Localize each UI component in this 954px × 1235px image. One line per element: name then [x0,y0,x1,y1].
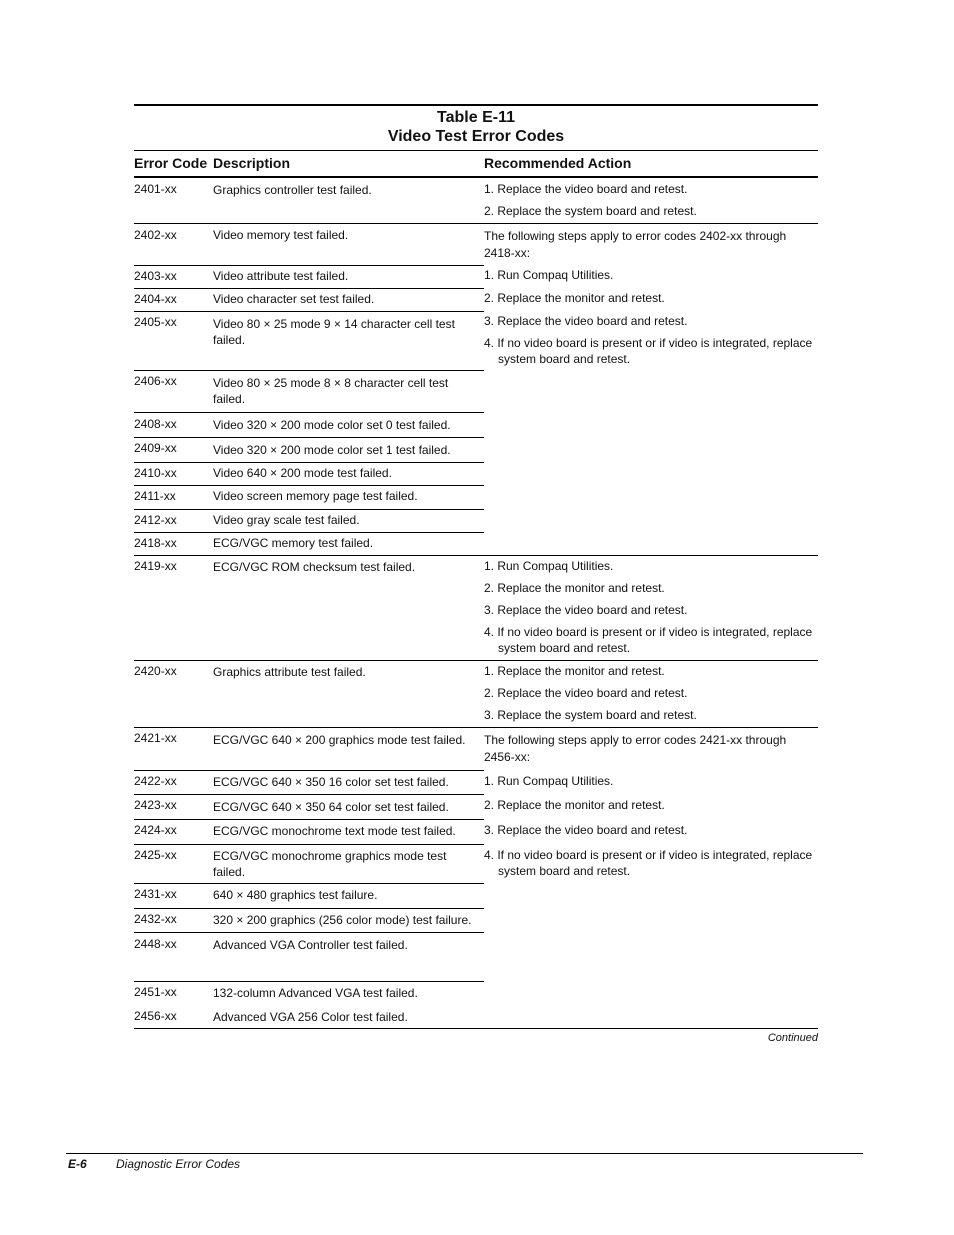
action-step: 3. Replace the video board and retest. [484,823,688,837]
row-separator [134,485,484,486]
description: ECG/VGC memory test failed. [213,536,374,550]
description: Video 80 × 25 mode 9 × 14 character cell test failed. [213,317,455,347]
error-code: 2401-xx [134,182,177,196]
action-step: 3. Replace the video board and retest. [484,603,688,617]
action-note: The following steps apply to error codes 2421-xx through 2456-xx: [484,733,787,764]
error-code: 2425-xx [134,848,177,862]
action-step: 3. Replace the video board and retest. [484,314,688,328]
error-code: 2422-xx [134,774,177,788]
description: Video 80 × 25 mode 8 × 8 character cell test failed. [213,376,449,406]
table-title: Video Test Error Codes [387,128,565,145]
row-separator [134,908,484,909]
action-step: 4. If no video board is present or if video is integrated, replace system board and retest. [484,848,813,878]
action-step: 1. Run Compaq Utilities. [484,774,614,788]
error-code: 2448-xx [134,937,177,951]
page-number: E-6 [68,1157,87,1171]
description: ECG/VGC monochrome graphics mode test failed. [213,849,447,879]
description: Graphics controller test failed. [213,183,372,197]
error-code: 2431-xx [134,887,177,901]
header-description: Description [213,155,291,171]
error-code: 2419-xx [134,559,177,573]
description: Video character set test failed. [213,292,375,306]
footer-rule [66,1153,863,1154]
error-code: 2406-xx [134,374,177,388]
row-separator [134,311,484,312]
description: Video 320 × 200 mode color set 0 test failed. [213,418,451,432]
action-note: The following steps apply to error codes 2402-xx through 2418-xx: [484,229,787,260]
row-separator [134,412,484,413]
header-top-rule [134,150,818,151]
error-code: 2411-xx [134,489,176,503]
description: ECG/VGC 640 × 350 16 color set test failed. [213,775,449,789]
action-step: 2. Replace the monitor and retest. [484,581,665,595]
action-step: 1. Run Compaq Utilities. [484,559,614,573]
row-separator [134,844,484,845]
row-separator [134,727,818,728]
description: ECG/VGC monochrome text mode test failed. [213,824,456,838]
row-separator [134,555,818,556]
description: 640 × 480 graphics test failure. [213,888,378,902]
error-code: 2424-xx [134,823,177,837]
description: Video screen memory page test failed. [213,489,418,503]
description: Graphics attribute test failed. [213,665,366,679]
row-separator [134,223,818,224]
description: Video memory test failed. [213,228,349,242]
action-step: 2. Replace the monitor and retest. [484,798,665,812]
error-code: 2410-xx [134,466,177,480]
row-separator [134,437,484,438]
table-top-rule [134,104,818,106]
row-separator [134,532,484,533]
error-code: 2404-xx [134,292,177,306]
description: ECG/VGC 640 × 200 graphics mode test failed. [213,733,466,747]
error-code: 2421-xx [134,731,177,745]
row-separator [134,660,818,661]
table-bottom-rule [134,1028,818,1029]
row-separator [134,288,484,289]
row-separator [134,794,484,795]
description: Video 320 × 200 mode color set 1 test failed. [213,443,451,457]
error-code: 2402-xx [134,228,177,242]
description: Video 640 × 200 mode test failed. [213,466,392,480]
row-separator [134,509,484,510]
description: Video attribute test failed. [213,269,349,283]
description: ECG/VGC 640 × 350 64 color set test failed. [213,800,449,814]
action-step: 4. If no video board is present or if video is integrated, replace system board and retest. [484,336,813,366]
error-code: 2451-xx [134,985,177,999]
header-bottom-rule [134,176,818,178]
error-code: 2405-xx [134,315,177,329]
error-code: 2432-xx [134,912,177,926]
error-code: 2409-xx [134,441,177,455]
row-separator [134,462,484,463]
description: ECG/VGC ROM checksum test failed. [213,560,416,574]
error-code: 2418-xx [134,536,177,550]
row-separator [134,981,484,982]
action-step: 2. Replace the monitor and retest. [484,291,665,305]
description: Video gray scale test failed. [213,513,360,527]
action-step: 1. Replace the monitor and retest. [484,664,665,678]
error-code: 2412-xx [134,513,177,527]
row-separator [134,370,484,371]
action-step: 2. Replace the system board and retest. [484,204,697,218]
description: 320 × 200 graphics (256 color mode) test failure. [213,913,472,927]
error-code: 2456-xx [134,1009,177,1023]
row-separator [134,819,484,820]
action-step: 4. If no video board is present or if video is integrated, replace system board and retest. [484,625,813,655]
row-separator [134,932,484,933]
error-code: 2403-xx [134,269,177,283]
header-error-code: Error Code [134,155,208,171]
description: Advanced VGA Controller test failed. [213,938,408,952]
row-separator [134,883,484,884]
error-code: 2423-xx [134,798,177,812]
row-separator [134,770,484,771]
continued-note: Continued [767,1032,818,1044]
description: Advanced VGA 256 Color test failed. [213,1010,408,1024]
error-code: 2420-xx [134,664,177,678]
action-step: 2. Replace the video board and retest. [484,686,688,700]
action-step: 1. Replace the video board and retest. [484,182,688,196]
description: 132-column Advanced VGA test failed. [213,986,418,1000]
error-code: 2408-xx [134,417,177,431]
header-recommended-action: Recommended Action [484,155,632,171]
action-step: 1. Run Compaq Utilities. [484,268,614,282]
row-separator [134,265,484,266]
section-title: Diagnostic Error Codes [116,1157,241,1171]
table-number: Table E-11 [437,109,515,126]
action-step: 3. Replace the system board and retest. [484,708,697,722]
